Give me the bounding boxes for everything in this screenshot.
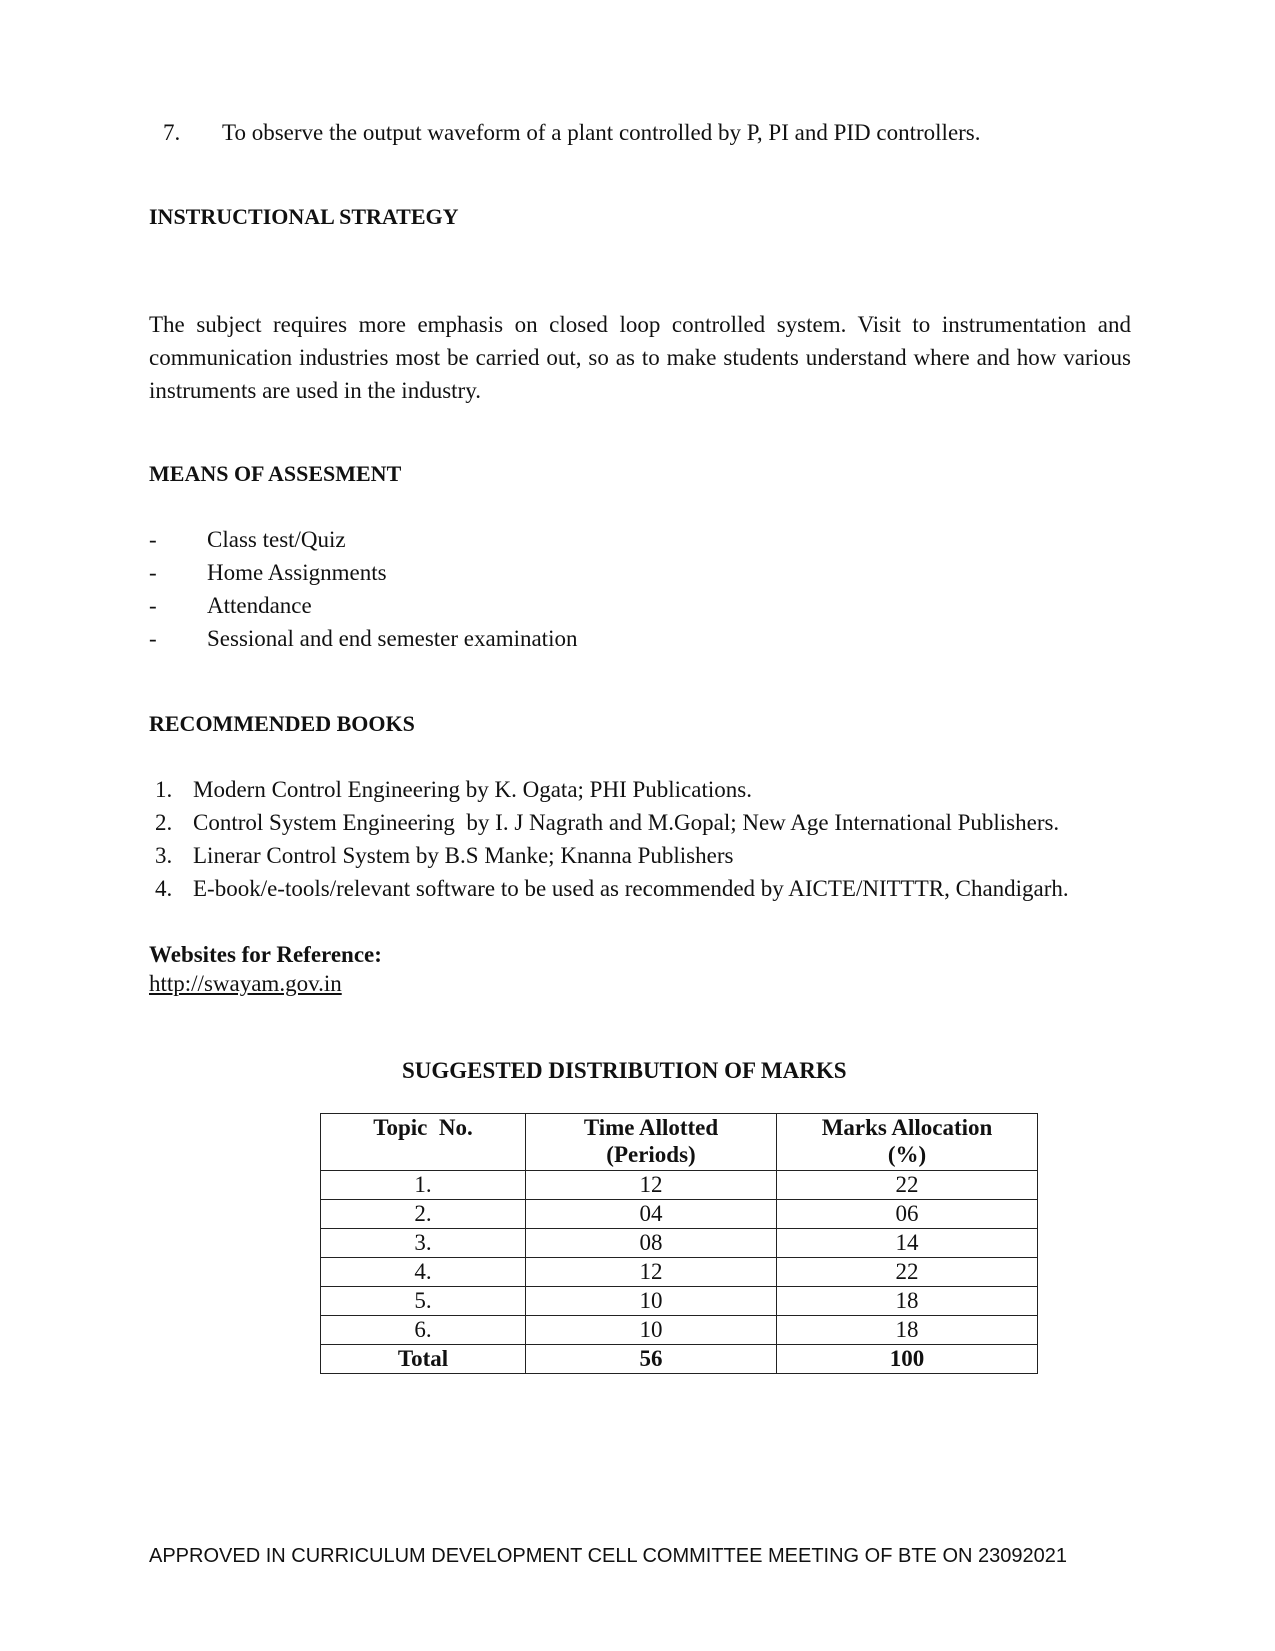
- time-cell: 12: [526, 1171, 777, 1200]
- book-item: [155, 843, 733, 876]
- topic-cell: 2.: [321, 1200, 526, 1229]
- book-text: Modern Control Engineering by K. Ogata; PHI Publications.: [193, 777, 752, 802]
- topic-cell: 5.: [321, 1287, 526, 1316]
- total-marks-cell: 100: [777, 1345, 1038, 1374]
- total-time-cell: 56: [526, 1345, 777, 1374]
- header-marks-unit: (%): [887, 1142, 927, 1167]
- bullet-dash: -: [149, 527, 157, 552]
- marks-cell: 18: [777, 1287, 1038, 1316]
- time-cell: 10: [526, 1287, 777, 1316]
- bullet-dash: -: [149, 593, 157, 618]
- book-number: 3.: [155, 843, 173, 868]
- marks-cell: 22: [777, 1171, 1038, 1200]
- total-label-cell: Total: [321, 1345, 526, 1374]
- table-row: [321, 1171, 1038, 1200]
- book-number: 4.: [155, 876, 173, 901]
- column-header-topic: [321, 1114, 526, 1171]
- time-cell: 08: [526, 1229, 777, 1258]
- item-7-number: 7.: [163, 120, 181, 145]
- marks-distribution-title: SUGGESTED DISTRIBUTION OF MARKS: [402, 1058, 847, 1083]
- table-row: [321, 1316, 1038, 1345]
- header-time-unit: (Periods): [606, 1142, 696, 1167]
- header-time-label: Time Allotted: [583, 1115, 719, 1140]
- bullet-dash: -: [149, 560, 157, 585]
- instructional-strategy-heading: INSTRUCTIONAL STRATEGY: [149, 204, 459, 229]
- assessment-item-text: Attendance: [207, 593, 312, 618]
- marks-cell: 14: [777, 1229, 1038, 1258]
- item-7-text: To observe the output waveform of a plant controlled by P, PI and PID controllers.: [222, 120, 981, 145]
- book-item: [155, 810, 1059, 843]
- book-text: Linerar Control System by B.S Manke; Knanna Publishers: [193, 843, 734, 868]
- time-cell: 04: [526, 1200, 777, 1229]
- assessment-item-text: Sessional and end semester examination: [207, 626, 578, 651]
- book-text: Control System Engineering by I. J Nagrath and M.Gopal; New Age International Publishers.: [193, 810, 1060, 835]
- book-number: 2.: [155, 810, 173, 835]
- marks-cell: 22: [777, 1258, 1038, 1287]
- book-item: [155, 876, 1069, 909]
- marks-cell: 06: [777, 1200, 1038, 1229]
- table-row: [321, 1258, 1038, 1287]
- topic-cell: 3.: [321, 1229, 526, 1258]
- assessment-item-text: Class test/Quiz: [207, 527, 346, 552]
- topic-cell: 4.: [321, 1258, 526, 1287]
- means-of-assessment-heading: MEANS OF ASSESMENT: [149, 461, 402, 486]
- page-footer: APPROVED IN CURRICULUM DEVELOPMENT CELL COMMITTEE MEETING OF BTE ON 23092021: [149, 1545, 1067, 1567]
- bullet-dash: -: [149, 626, 157, 651]
- time-cell: 10: [526, 1316, 777, 1345]
- topic-cell: 6.: [321, 1316, 526, 1345]
- header-topic-label: Topic No.: [373, 1115, 473, 1140]
- header-marks-label: Marks Allocation: [821, 1115, 993, 1140]
- table-row: [321, 1287, 1038, 1316]
- book-number: 1.: [155, 777, 173, 802]
- website-link[interactable]: http://swayam.gov.in: [149, 971, 342, 996]
- time-cell: 12: [526, 1258, 777, 1287]
- table-row: [321, 1200, 1038, 1229]
- assessment-item-text: Home Assignments: [207, 560, 387, 585]
- marks-distribution-table: [320, 1113, 1038, 1374]
- instructional-strategy-paragraph: The subject requires more emphasis on closed loop controlled system. Visit to instrumentation and communication industries most be carried out, so as to make students understand where and how various instruments are used in the industry.: [149, 312, 1131, 403]
- book-text: E-book/e-tools/relevant software to be used as recommended by AICTE/NITTTR, Chandigarh.: [193, 876, 1069, 901]
- topic-cell: 1.: [321, 1171, 526, 1200]
- table-header-row: [321, 1114, 1038, 1171]
- column-header-time: [526, 1114, 777, 1171]
- table-total-row: [321, 1345, 1038, 1374]
- column-header-marks: [777, 1114, 1038, 1171]
- recommended-books-heading: RECOMMENDED BOOKS: [149, 711, 415, 736]
- marks-cell: 18: [777, 1316, 1038, 1345]
- book-item: [155, 777, 752, 810]
- websites-heading: Websites for Reference:: [149, 942, 382, 967]
- table-row: [321, 1229, 1038, 1258]
